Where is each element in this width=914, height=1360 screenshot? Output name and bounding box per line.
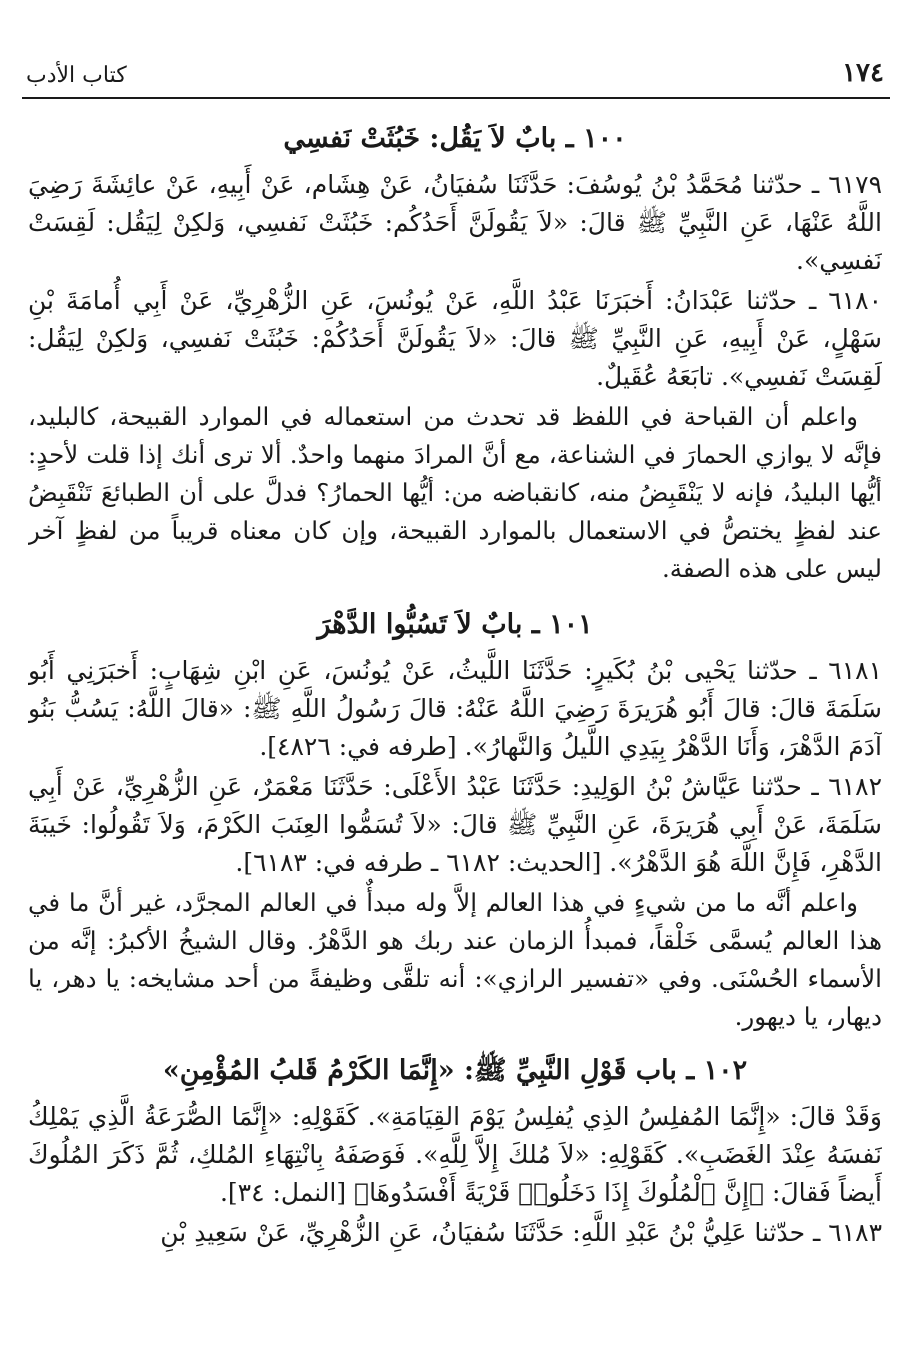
chapter-intro-text: وَقَدْ قالَ: «إِنَّمَا المُفلِسُ الذِي يُفلِسُ يَوْمَ القِيَامَةِ». كَقَوْلِهِ: «إِنَّمَا الصُّرَعَةُ الَّذِي يَمْلِكُ نَفسَهُ عِنْدَ الغَضَبِ». كَقَوْلِهِ: «لاَ مُلكَ إِلاَّ لِلَّهِ». فَوَصَفَهُ بِانْتِهَاءِ المُلكِ، ثُمَّ ذَكَرَ المُلُوكَ أَيضاً فَقالَ: ﴿إِنَّ ٱلْمُلُوكَ إِذَا دَخَلُوا۟ قَرْيَةً أَفْسَدُوهَا﴾ [النمل: ٣٤]. [28, 1102, 882, 1207]
commentary-paragraph: واعلم أنَّه ما من شيءٍ في هذا العالم إلاَّ وله مبدأٌ في العالم المجرَّد، غير أنَّ ما في هذا العالم يُسمَّى خَلْقاً، فمبدأُ الزمان عند ربك هو الدَّهْرُ. وقال الشيخُ الأكبرُ: إنَّه من الأسماء الحُسْنَى. وفي «تفسير الرازي»: أنه تلقَّى وظيفةً من أحد مشايخه: يا دهر، يا ديهار، يا ديهور. [28, 888, 882, 1031]
running-header [26, 52, 884, 88]
hadith-6183: ٦١٨٣ ـ حدّثنا عَلِيُّ بْنُ عَبْدِ اللَّهِ: حَدَّثَنَا سُفيَانُ، عَنِ الزُّهْرِيِّ، عَنْ سَعِيدِ بْنِ [160, 1218, 882, 1247]
header-rule [22, 97, 890, 99]
chapter-heading-100: ١٠٠ ـ بابٌ لاَ يَقُل: خَبُثَتْ نَفسِي [283, 123, 627, 154]
hadith-6182: ٦١٨٢ ـ حدّثنا عَيَّاشُ بْنُ الوَلِيدِ: حَدَّثَنَا عَبْدُ الأَعْلَى: حَدَّثَنَا مَعْمَرٌ، عَنِ الزُّهْرِيِّ، عَنْ أَبِي سَلَمَةَ، عَنْ أَبِي هُرَيرَةَ، عَنِ النَّبِيِّ ﷺ قالَ: «لاَ تُسَمُّوا العِنَبَ الكَرْمَ، وَلاَ تَقُولُوا: خَيبَةَ الدَّهْرِ، فَإِنَّ اللَّهَ هُوَ الدَّهْرُ». [الحديث: ٦١٨٢ ـ طرفه في: ٦١٨٣]. [28, 772, 882, 877]
page-body [28, 108, 882, 1350]
chapter-heading-102: ١٠٢ ـ باب قَوْلِ النَّبِيِّ ﷺ: «إِنَّمَا الكَرْمُ قَلبُ المُؤْمِنِ» [162, 1055, 748, 1086]
book-title: كتاب الأدب [26, 63, 127, 88]
commentary-paragraph: واعلم أن القباحة في اللفظ قد تحدث من استعماله في الموارد القبيحة، كالبليد، فإنَّه لا يوازي الحمارَ في الشناعة، مع أنَّ المرادَ منهما واحدٌ. ألا ترى أنك إذا قلت لأحدٍ: أيُّها البليدُ، فإنه لا يَنْقَبِضُ منه، كانقباضه من: أيُّها الحمارُ؟ فدلَّ على أن الطبائعَ تَنْقَبِضُ عند لفظٍ يختصُّ في الاستعمال بالموارد القبيحة، وإن كان معناه قريباً من لفظٍ آخر ليس على هذه الصفة. [28, 402, 882, 583]
hadith-6180: ٦١٨٠ ـ حدّثنا عَبْدَانُ: أَخبَرَنَا عَبْدُ اللَّهِ، عَنْ يُونُسَ، عَنِ الزُّهْرِيِّ، عَنْ أَبِي أُمامَةَ بْنِ سَهْلٍ، عَنْ أَبِيهِ، عَنِ النَّبِيِّ ﷺ قالَ: «لاَ يَقُولَنَّ أَحَدُكُمْ: خَبُثَتْ نَفسِي، وَلكِنْ لِيَقُل: لَقِسَتْ نَفسِي». تابَعَهُ عُقَيلٌ. [28, 286, 882, 391]
hadith-6179: ٦١٧٩ ـ حدّثنا مُحَمَّدُ بْنُ يُوسُفَ: حَدَّثَنَا سُفيَانُ، عَنْ هِشَام، عَنْ أَبِيهِ، عَنْ عائِشَةَ رَضِيَ اللَّهُ عَنْهَا، عَنِ النَّبِيِّ ﷺ قالَ: «لاَ يَقُولَنَّ أَحَدُكُم: خَبُثَتْ نَفسِي، وَلكِنْ لِيَقُل: لَقِسَتْ نَفسِي». [28, 170, 882, 275]
hadith-6181: ٦١٨١ ـ حدّثنا يَحْيى بْنُ بُكَيرٍ: حَدَّثَنَا اللَّيثُ، عَنْ يُونُسَ، عَنِ ابْنِ شِهَابٍ: أَخبَرَنِي أَبُو سَلَمَةَ قالَ: قالَ أَبُو هُرَيرَةَ رَضِيَ اللَّهُ عَنْهُ: قالَ رَسُولُ اللَّهِ ﷺ: «قالَ اللَّهُ: يَسُبُّ بَنُو آدَمَ الدَّهْرَ، وَأَنَا الدَّهْرُ بِيَدِي اللَّيلُ وَالنَّهارُ». [طرفه في: ٤٨٢٦]. [28, 656, 882, 761]
page-number: ١٧٤ [842, 58, 884, 88]
chapter-heading-101: ١٠١ ـ بابٌ لاَ تَسُبُّوا الدَّهْرَ [317, 609, 593, 640]
